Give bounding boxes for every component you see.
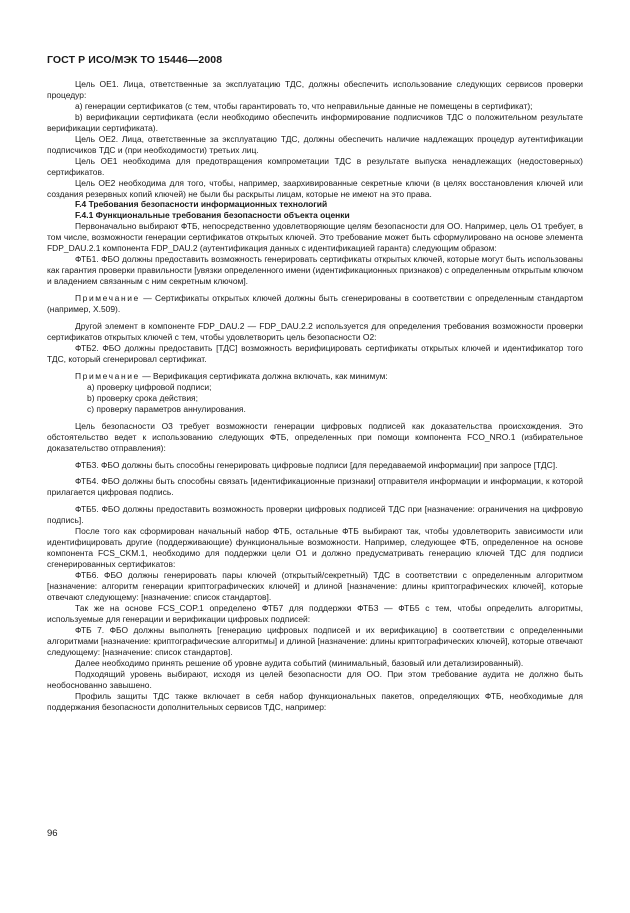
- paragraph: Так же на основе FCS_COP.1 определено ФТБ7 для поддержки ФТБ3 — ФТБ5 с тем, чтобы определить алгоритмы, используемые для генерации и верификации цифровых подписей:: [47, 602, 583, 624]
- note: [47, 371, 583, 382]
- section-heading: F.4 Требования безопасности информационных технологий: [75, 199, 328, 210]
- note-label: Примечание: [75, 370, 140, 381]
- page-number: 96: [47, 828, 58, 839]
- paragraph: Цель OE2 необходима для того, чтобы, например, заархивированные секретные ключи (в целях восстановления ключей или создания резервных копий ключей) не были бы раскрыты лицам, которые не имеют на это права.: [47, 177, 583, 199]
- note-text: — Верификация сертификата должна включать, как минимум:: [139, 370, 388, 381]
- list-item: b) проверку срока действия;: [87, 392, 198, 403]
- paragraph: Профиль защиты ТДС также включает в себя набор функциональных пакетов, определяющих ФТБ, необходимые для поддержания безопасности дополнительных сервисов ТДС, например:: [47, 690, 583, 712]
- note-text: — Сертификаты открытых ключей должны быть сгенерированы в соответствии с определенным стандартом (например, X.509).: [47, 293, 583, 315]
- paragraph: После того как сформирован начальный набор ФТБ, остальные ФТБ выбирают так, чтобы удовлетворить зависимости или идентифицировать другие (поддерживающие) функциональные возможности. Например, следующее ФТБ, определенное на основе компонента FCS_CKM.1, необходимо для поддержки цели O1 и должно предусматривать генерацию ключей ТДС для подписи сгенерированных сертификатов:: [47, 526, 583, 570]
- paragraph: b) верификации сертификата (если необходимо обеспечить информирование подписчиков ТДС о положительном результате верификации сертификата).: [47, 111, 583, 133]
- list-item: a) проверку цифровой подписи;: [87, 381, 212, 392]
- paragraph: ФТБ6. ФБО должны генерировать пары ключей (открытый/секретный) ТДС в соответствии с определенным алгоритмом [назначение: алгоритм генерации криптографических ключей] и длиной [назначение: длины криптографических ключей], которые отвечают следующему: [назначение: список стандартов].: [47, 570, 583, 602]
- paragraph: ФТБ5. ФБО должны предоставить возможность проверки цифровых подписей ТДС при [назначение: ограничения на цифровую подпись].: [47, 504, 583, 526]
- paragraph: Первоначально выбирают ФТБ, непосредственно удовлетворяющие целям безопасности для ОО. Например, цель О1 требует, в том числе, возможности генерации сертификатов открытых ключей. Это требование может быть сформулировано на основе элемента FDP_DAU.2.1 компонента FDP_DAU.2 (аутентификация данных с идентификацией гаранта) следующим образом:: [47, 221, 583, 254]
- paragraph: ФТБ1. ФБО должны предоставить возможность генерировать сертификаты открытых ключей, которые могут быть использованы как гарантия проверки правильности [увязки определенного имени (идентификационных признаков) с определенным открытым ключом и владением связанным с ним секретным ключом].: [47, 254, 583, 287]
- paragraph: Цель OE1 необходима для предотвращения компрометации ТДС в результате выпуска ненадлежащих (недостоверных) сертификатов.: [47, 155, 583, 177]
- paragraph: Цель безопасности O3 требует возможности генерации цифровых подписей как доказательства происхождения. Это обстоятельство ведет к использованию следующих ФТБ, определенных при помощи компонента FCO_NRO.1 (избирательное доказательство отправления):: [47, 420, 583, 453]
- note: [47, 293, 583, 315]
- paragraph: ФТБ2. ФБО должны предоставить [ТДС] возможность верифицировать сертификаты открытых ключей и идентификатор того ТДС, который сгенерировал сертификат.: [47, 342, 583, 364]
- paragraph: ФТБ3. ФБО должны быть способны генерировать цифровые подписи [для передаваемой информации] при запросе [ТДС].: [75, 459, 558, 470]
- paragraph: a) генерации сертификатов (с тем, чтобы гарантировать то, что неправильные данные не помещены в сертификат);: [75, 100, 533, 111]
- paragraph: ФТБ 7. ФБО должны выполнять [генерацию цифровых подписей и их верификацию] в соответствии с определенными алгоритмами [назначение: криптографические алгоритмы] и длиной [назначение: длины криптографических ключей], которые отвечают следующему: [назначение: список стандартов].: [47, 624, 583, 657]
- document-body: [47, 79, 583, 712]
- note-label: Примечание: [75, 293, 140, 304]
- paragraph: Другой элемент в компоненте FDP_DAU.2 — FDP_DAU.2.2 используется для определения требования возможности проверки сертификатов открытых ключей с тем, чтобы удовлетворить цель безопасности O2:: [47, 321, 583, 342]
- paragraph: Далее необходимо принять решение об уровне аудита событий (минимальный, базовый или детализированный).: [75, 657, 524, 668]
- list-item: c) проверку параметров аннулирования.: [87, 403, 246, 414]
- paragraph: Цель OE2. Лица, ответственные за эксплуатацию ТДС, должны обеспечить наличие надлежащих процедур аутентификации подписчиков ТДС и (при необходимости) третьих лиц.: [47, 133, 583, 155]
- page-header: ГОСТ Р ИСО/МЭК ТО 15446—2008: [47, 54, 223, 66]
- subsection-heading: F.4.1 Функциональные требования безопасности объекта оценки: [75, 210, 350, 221]
- paragraph: ФТБ4. ФБО должны быть способны связать [идентификационные признаки] отправителя информации и информации, к которой прилагается цифровая подпись.: [47, 476, 583, 498]
- paragraph: Цель OE1. Лица, ответственные за эксплуатацию ТДС, должны обеспечить использование следующих сервисов проверки процедур:: [47, 79, 583, 100]
- paragraph: Подходящий уровень выбирают, исходя из целей безопасности для ОО. При этом требование аудита не должно быть необоснованно завышено.: [47, 668, 583, 690]
